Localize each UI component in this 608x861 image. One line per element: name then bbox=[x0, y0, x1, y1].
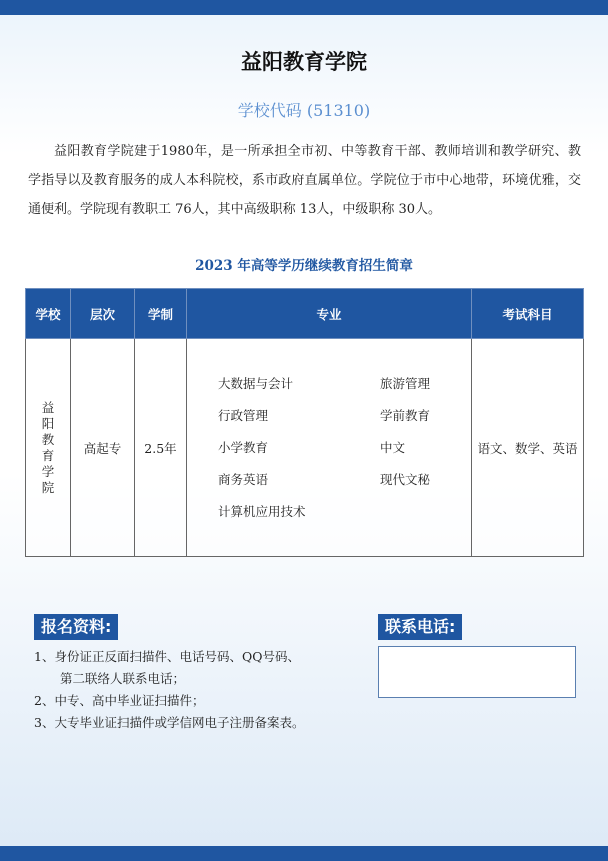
major-item: 计算机应用技术 bbox=[218, 504, 306, 519]
major-item: 商务英语 bbox=[218, 472, 269, 487]
major-item: 行政管理 bbox=[218, 408, 269, 423]
materials-heading: 报名资料: bbox=[34, 614, 118, 640]
intro-paragraph: 益阳教育学院建于1980年，是一所承担全市初、中等教育干部、教师培训和教学研究、教学指导以及教育服务的成人本科院校，系市政府直属单位。学院位于市中心地带，环境优雅，交通便利。学院现有教职工 76人，其中高级职称 13人，中级职称 30人。 bbox=[28, 144, 581, 217]
major-item: 旅游管理 bbox=[380, 376, 431, 391]
major-item: 中文 bbox=[380, 440, 406, 455]
list-item: 第二联络人联系电话； bbox=[60, 671, 186, 686]
cell-level: 高起专 bbox=[71, 339, 135, 557]
materials-list bbox=[34, 646, 304, 734]
cell-duration: 2.5年 bbox=[135, 339, 187, 557]
header-subjects: 考试科目 bbox=[472, 289, 584, 339]
table-row bbox=[26, 339, 584, 557]
header-majors: 专业 bbox=[187, 289, 472, 339]
table-header-row bbox=[26, 289, 584, 339]
brochure-subtitle: 2023 年高等学历继续教育招生简章 bbox=[195, 258, 413, 274]
header-level: 层次 bbox=[71, 289, 135, 339]
cell-majors bbox=[187, 339, 472, 557]
admission-table bbox=[25, 288, 584, 557]
major-item: 大数据与会计 bbox=[218, 376, 294, 391]
contact-heading: 联系电话: bbox=[378, 614, 462, 640]
school-name-vertical: 益阳教育学院 bbox=[41, 399, 55, 495]
top-bar bbox=[0, 0, 608, 15]
page-title: 益阳教育学院 bbox=[241, 50, 367, 74]
cell-subjects: 语文、数学、英语 bbox=[472, 339, 584, 557]
majors-list bbox=[188, 374, 470, 521]
bottom-bar bbox=[0, 846, 608, 861]
major-item: 现代文秘 bbox=[380, 472, 431, 487]
header-duration: 学制 bbox=[135, 289, 187, 339]
major-item: 小学教育 bbox=[218, 440, 269, 455]
list-item: 1、身份证正反面扫描件、电话号码、QQ号码、 bbox=[34, 649, 300, 664]
phone-box bbox=[378, 646, 576, 698]
list-item: 3、大专毕业证扫描件或学信网电子注册备案表。 bbox=[34, 715, 305, 730]
cell-school bbox=[26, 339, 71, 557]
header-school: 学校 bbox=[26, 289, 71, 339]
list-item: 2、中专、高中毕业证扫描件； bbox=[34, 693, 205, 708]
major-item: 学前教育 bbox=[380, 408, 431, 423]
school-code: 学校代码 (51310) bbox=[237, 101, 371, 120]
